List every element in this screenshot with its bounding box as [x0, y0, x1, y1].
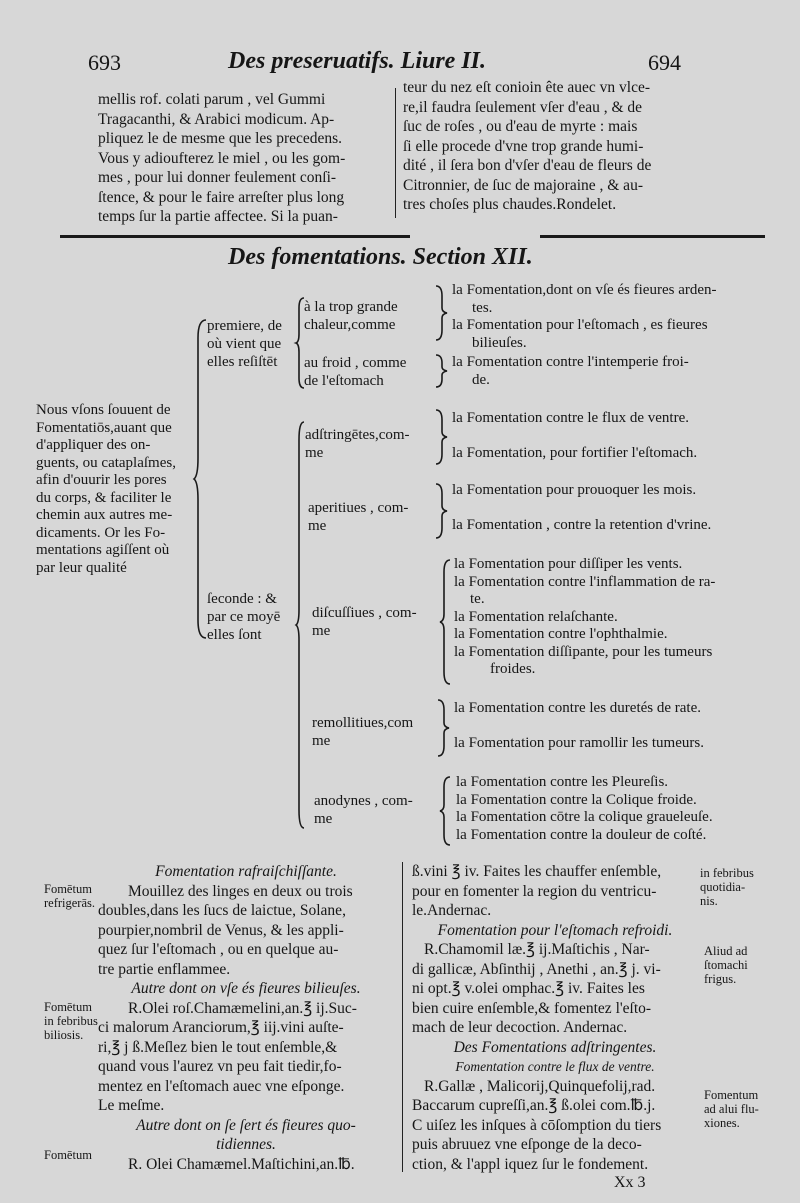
text-line: ſuc de roſes , ou d'eau de myrte : mais — [403, 118, 638, 135]
table-intro: Nous vſons ſouuent de Fomentatiōs,auant que d'appliquer des on- guents, ou cataplaſmes, afin d'ouurir les pores du corps, & faciliter le chemin aux autres me- dicaments. Or les Fo- mentations agiſſent où par leur qualité — [36, 402, 176, 576]
top-left-column — [98, 90, 345, 227]
branch-adstringetes: adſtringētes,com- me — [305, 427, 410, 461]
column-divider-bottom — [402, 862, 403, 1172]
page-number-right: 694 — [648, 50, 681, 75]
section-rule-right — [540, 235, 765, 238]
aperitiues-items: la Fomentation pour prouoquer les mois. la Fomentation , contre la retention d'vrine. — [452, 482, 712, 533]
margin-note-refrigerans: Fomētum refrigerās. — [44, 882, 96, 910]
top-right-column — [403, 78, 651, 215]
bottom-left-column: Fomentation rafraiſchiſſante. Mouillez des linges en deux ou trois doubles,dans les ſucs de laictue, Solane, pourpier,nombril de Venus, & les appli- quez ſur l'eſtomach , ou en quelque au- tre partie enflammee. Autre dont on vſe és fieures bilieuſes. R.Olei roſ.Chamæmelini,an.℥ ij.Suc- ci malorum Aranciorum,℥ iij.vini auſte- ri,℥ j ß.Meſlez bien le tout enſemble,& quand vous l'aurez vn peu fait tiedir,fo- mentez en l'eſtomach auec vne eſponge. Le meſme. Autre dont on ſe ſert és fieures quo- tidiennes. R. Olei Chamæmel.Maſtichini,an.℔. — [98, 862, 394, 1174]
heading: Fomentation rafraiſchiſſante. — [155, 863, 337, 880]
branch-aperitiues: aperitiues , com- me — [308, 500, 409, 534]
chaleur-brace — [434, 284, 448, 342]
remollitiues-items: la Fomentation contre les duretés de rate. la Fomentation pour ramollir les tumeurs. — [454, 700, 704, 751]
branch-remollitiues: remollitiues,com me — [312, 715, 414, 749]
text-line: temps ſur la partie affectee. Si la puan- — [98, 208, 338, 225]
margin-note-fluxiones: Fomentum ad alui flu- xiones. — [704, 1088, 759, 1130]
seconde-brace — [296, 420, 306, 830]
text-line: Vous y adioufterez le miel , ou les gom- — [98, 149, 346, 167]
text-line: mellis rof. colati parum , vel Gummi — [98, 91, 326, 108]
text-line: dité , il ſera bon d'vſer d'eau de fleurs de — [403, 157, 652, 174]
branch-discussiues: diſcuſſiues , com- me — [312, 605, 417, 639]
text-line: mes , pour lui donner feulement conſi- — [98, 169, 337, 186]
chaleur-items: la Fomentation,dont on vſe és fieures arden- tes. la Fomentation pour l'eſtomach , es fieures bilieuſes. — [452, 282, 717, 351]
heading: Autre dont on vſe és fieures bilieuſes. — [131, 980, 361, 997]
discussiues-brace — [440, 558, 452, 686]
main-brace — [194, 318, 208, 640]
branch-chaleur: à la trop grande chaleur,comme — [304, 299, 398, 333]
anodynes-items: la Fomentation contre les Pleureſis. la Fomentation contre la Colique froide. la Fomentation cōtre la colique graueleuſe. la Fomentation contre la douleur de coſté. — [456, 774, 713, 843]
anodynes-brace — [440, 775, 452, 847]
column-divider — [395, 88, 396, 218]
text-line: re,il faudra ſeulement vſer d'eau , & de — [403, 98, 643, 116]
text-line: ſtence, & pour le faire arreſter plus long — [98, 188, 345, 206]
heading: Autre dont on ſe ſert és fieures quo- — [136, 1116, 356, 1134]
signature-mark: Xx 3 — [614, 1174, 646, 1191]
branch-anodynes: anodynes , com- me — [314, 793, 413, 827]
froid-brace — [434, 353, 448, 389]
adstringetes-items: la Fomentation contre le flux de ventre. la Fomentation, pour fortifier l'eſtomach. — [452, 410, 698, 461]
bottom-right-column: ß.vini ℥ iv. Faites les chauffer enſemble, pour en fomenter la region du ventricu- le.Andernac. Fomentation pour l'eſtomach refroidi. R.Chamomil læ.℥ ij.Maſtichis , Nar- di gallicæ, Abſinthij , Anethi , an.℥ j. vi- ni opt.℥ v.olei omphac.℥ iv. Faites les bien cuire enſemble,& fomentez l'eſto- mach de leur decoction. Andernac. Des Fomentations adſtringentes. Fomentation contre le flux de ventre. R.Gallæ , Malicorij,Quinquefolij,rad. Baccarum cupreſſi,an.℥ ß.olei com.℔.j. C uiſez les inſques à cōſomption du tiers puis abruuez vne eſponge de la deco- ction, & l'appl iquez ſur le fondement. — [412, 862, 698, 1174]
running-title: Des preseruatifs. Liure II. — [228, 48, 487, 74]
section-rule-left — [60, 235, 410, 238]
adstringetes-brace — [434, 408, 448, 466]
discussiues-items: la Fomentation pour diſſiper les vents. la Fomentation contre l'inflammation de ra- te. la Fomentation relaſchante. la Fomentation contre l'ophthalmie. la Fomentation diſſipante, pour les tumeurs froides. — [454, 556, 716, 677]
section-title: Des fomentations. Section XII. — [228, 244, 533, 270]
margin-note-stomachi: Aliud ad ſtomachi frigus. — [704, 944, 748, 986]
branch-seconde: ſeconde : & par ce moyē elles ſont — [207, 591, 281, 643]
aperitiues-brace — [434, 482, 448, 540]
text-line: Tragacanthi, & Arabici modicum. Ap- — [98, 110, 335, 128]
text-line: pliquez le de mesme que les precedens. — [98, 130, 343, 147]
text-line: teur du nez eſt conioin ête auec vn vlce- — [403, 79, 651, 96]
margin-note-biliosis: Fomētum in febribus biliosis. — [44, 1000, 98, 1042]
branch-froid: au froid , comme de l'eſtomach — [304, 355, 407, 389]
text-line: tres choſes plus chaudes.Rondelet. — [403, 196, 617, 213]
page-number-left: 693 — [88, 50, 121, 75]
margin-note-quotidianis: in febribus quotidia- nis. — [700, 866, 754, 908]
branch-premiere: premiere, de où vient que elles reſiſtēt — [207, 318, 282, 370]
froid-items: la Fomentation contre l'intemperie froi- de. — [452, 354, 689, 388]
heading: Fomentation contre le flux de ventre. — [455, 1059, 655, 1074]
text-line: Citronnier, de ſuc de majoraine , & au- — [403, 176, 643, 194]
heading: Des Fomentations adſtringentes. — [453, 1038, 657, 1056]
text-line: ſi elle procede d'vne trop grande humi- — [403, 137, 644, 155]
heading: Fomentation pour l'eſtomach refroidi. — [437, 921, 673, 939]
margin-note-fometum: Fomētum — [44, 1148, 92, 1162]
remollitiues-brace — [436, 698, 450, 758]
